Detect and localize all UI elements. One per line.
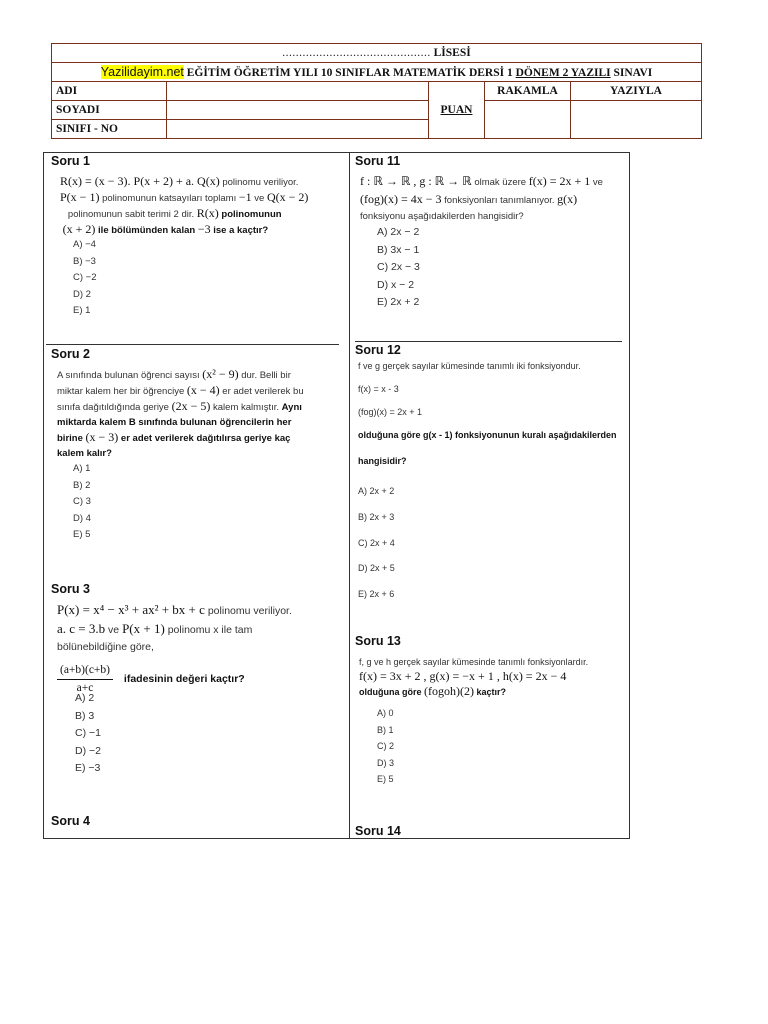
q3-option-e[interactable]: E) −3 — [75, 762, 101, 774]
q1-expr-rx: R(x) — [196, 206, 219, 220]
surname-label: SOYADI — [52, 101, 167, 120]
exam-title-part3: SINAVI — [613, 67, 653, 79]
question-13-title: Soru 13 — [355, 634, 401, 648]
q2-text-c: miktar kalem her bir öğrenciye — [57, 386, 185, 397]
question-2-text — [57, 367, 342, 461]
q2-expr-d: (x − 3) — [85, 430, 119, 444]
q2-text-g: Aynı — [281, 402, 302, 413]
q1-text-d: polinomunun sabit terimi 2 dir. — [67, 209, 195, 220]
q12-option-a[interactable]: A) 2x + 2 — [358, 486, 395, 496]
q1-expr-rem: −3 — [197, 222, 211, 236]
q11-option-d[interactable]: D) x − 2 — [377, 278, 415, 291]
name-field[interactable] — [167, 82, 429, 101]
q3-text-b: ve — [108, 624, 120, 636]
surname-field[interactable] — [167, 101, 429, 120]
q1-text-b: polinomunun katsayıları toplamı — [102, 193, 237, 204]
q12-text-d: olduğuna göre g(x - 1) fonksiyonunun kuralı aşağıdakilerden — [358, 430, 617, 440]
q11-option-a[interactable]: A) 2x − 2 — [377, 226, 420, 238]
q11-expr-g: g(x) — [557, 192, 578, 206]
question-13-text — [359, 655, 637, 699]
q1-text-f: ile bölümünden kalan — [98, 225, 196, 236]
question-12-options — [358, 486, 395, 606]
q3-text-c: polinomu x ile tam — [167, 624, 253, 636]
q3-option-c[interactable]: C) −1 — [75, 727, 101, 739]
q12-text-a: f ve g gerçek sayılar kümesinde tanımlı iki fonksiyondur. — [358, 361, 581, 371]
question-11-title: Soru 11 — [355, 154, 401, 168]
score-digits-field[interactable] — [485, 101, 571, 139]
q13-option-a[interactable]: A) 0 — [377, 708, 394, 718]
q1-expr-div: (x + 2) — [62, 222, 96, 236]
q12-text-b: f(x) = x - 3 — [358, 384, 399, 394]
question-11-options — [377, 226, 420, 314]
q11-expr-fog: (fog)(x) = 4x − 3 — [360, 192, 442, 206]
q1-expr-p: P(x − 1) — [60, 190, 100, 204]
q3-fraction-num: (a+b)(c+b) — [57, 662, 113, 680]
q13-text-a: f, g ve h gerçek sayılar kümesinde tanımlı fonksiyonlardır. — [359, 657, 589, 667]
q13-option-e[interactable]: E) 5 — [377, 774, 394, 784]
words-label: YAZIYLA — [571, 82, 702, 101]
question-1-text — [60, 174, 345, 238]
q2-text-k: kalem kalır? — [57, 448, 112, 459]
q2-text-b: dur. Belli bir — [241, 370, 291, 381]
question-3-text — [57, 601, 342, 697]
question-grid — [43, 152, 630, 839]
q11-text-a: olmak üzere — [474, 177, 527, 188]
q2-option-e[interactable]: E) 5 — [73, 529, 91, 540]
divider-q1-q2 — [46, 344, 339, 345]
q12-text-c: (fog)(x) = 2x + 1 — [358, 407, 423, 417]
q1-option-c[interactable]: C) −2 — [73, 272, 97, 283]
q11-expr-f: f(x) = 2x + 1 — [528, 174, 591, 188]
q11-option-b[interactable]: B) 3x − 1 — [377, 243, 420, 256]
q1-option-e[interactable]: E) 1 — [73, 305, 91, 316]
q12-option-d[interactable]: D) 2x + 5 — [358, 563, 395, 573]
question-2-options — [73, 463, 91, 546]
q1-text-a: polinomu veriliyor. — [222, 177, 299, 188]
name-label: ADI — [52, 82, 167, 101]
question-4-title: Soru 4 — [51, 814, 90, 828]
q11-text-b: ve — [592, 177, 603, 188]
column-divider — [349, 153, 350, 838]
q13-text-b: olduğuna göre — [359, 687, 422, 697]
q13-expr-comp: (fogoh)(2) — [424, 684, 474, 698]
q1-text-c: ve — [254, 193, 265, 204]
q3-text-d: bölünebildiğine göre, — [57, 641, 154, 653]
divider-q11-q12 — [355, 341, 622, 342]
q2-text-h: miktarda kalem B sınıfında bulunan öğrencilerin her — [57, 417, 292, 428]
exam-header — [51, 43, 702, 139]
q12-option-b[interactable]: B) 2x + 3 — [358, 512, 395, 522]
q2-text-f: kalem kalmıştır. — [213, 402, 280, 413]
q13-option-d[interactable]: D) 3 — [377, 757, 395, 768]
q1-option-a[interactable]: A) −4 — [73, 239, 96, 250]
class-field[interactable] — [167, 120, 429, 139]
score-words-field[interactable] — [571, 101, 702, 139]
q2-text-a: A sınıfında bulunan öğrenci sayısı — [57, 370, 200, 381]
question-13-options — [377, 708, 394, 791]
school-row — [52, 44, 702, 63]
brand-link[interactable]: Yazilidayim.net — [100, 65, 184, 79]
q2-text-e: sınıfa dağıtıldığında geriye — [57, 402, 169, 413]
q11-option-c[interactable]: C) 2x − 3 — [377, 261, 420, 273]
q12-option-e[interactable]: E) 2x + 6 — [358, 589, 395, 599]
q3-option-a[interactable]: A) 2 — [75, 692, 95, 704]
exam-title-row — [52, 63, 702, 82]
q2-option-c[interactable]: C) 3 — [73, 496, 91, 507]
q13-option-c[interactable]: C) 2 — [377, 741, 395, 751]
q12-option-c[interactable]: C) 2x + 4 — [358, 538, 395, 548]
exam-title-part2: DÖNEM 2 YAZILI — [515, 67, 611, 79]
q11-text-d: fonksiyonu aşağıdakilerden hangisidir? — [360, 211, 524, 222]
q11-text-c: fonksiyonları tanımlanıyor. — [444, 195, 555, 206]
exam-title-part1: EĞİTİM ÖĞRETİM YILI 10 SINIFLAR MATEMATİK DERSİ 1 — [186, 67, 513, 79]
q1-option-d[interactable]: D) 2 — [73, 288, 91, 300]
q3-expr-cond: a. c = 3.b — [57, 621, 106, 636]
q3-expr-p: P(x) = x⁴ − x³ + ax² + bx + c — [57, 602, 205, 617]
q12-text-e: hangisidir? — [358, 456, 407, 466]
q1-option-b[interactable]: B) −3 — [73, 255, 96, 267]
q2-text-d: er adet verilerek bu — [222, 386, 304, 397]
q2-expr-b: (x − 4) — [186, 383, 220, 397]
question-12-text — [358, 360, 633, 468]
question-3-title: Soru 3 — [51, 582, 90, 596]
question-1-options — [73, 239, 97, 322]
q13-text-c: kaçtır? — [476, 687, 507, 697]
q1-text-g: ise a kaçtır? — [213, 225, 269, 236]
q1-expr-q: Q(x − 2) — [266, 190, 309, 204]
school-name-blank: ............................................ — [282, 47, 431, 59]
class-label: SINIFI - NO — [52, 120, 167, 139]
q2-text-i: birine — [57, 433, 83, 444]
q3-option-b[interactable]: B) 3 — [75, 709, 95, 722]
q2-expr-a: (x² − 9) — [202, 367, 239, 381]
q2-option-b[interactable]: B) 2 — [73, 479, 91, 491]
q3-text-e: ifadesinin değeri kaçtır? — [123, 673, 245, 686]
q1-expr-sum: −1 — [238, 190, 252, 204]
q2-option-d[interactable]: D) 4 — [73, 512, 91, 524]
q3-fraction-den: a+c — [76, 682, 94, 694]
q3-expr-p1: P(x + 1) — [122, 621, 165, 636]
q3-option-d[interactable]: D) −2 — [75, 744, 101, 757]
q11-option-e[interactable]: E) 2x + 2 — [377, 296, 420, 308]
q1-text-e: polinomunun — [221, 209, 282, 220]
question-11-text — [360, 173, 628, 225]
question-1-title: Soru 1 — [51, 154, 90, 168]
score-label: PUAN — [440, 104, 473, 116]
q3-text-a: polinomu veriliyor. — [207, 605, 292, 617]
question-14-title: Soru 14 — [355, 824, 401, 838]
score-label-cell — [429, 82, 485, 139]
question-3-options — [75, 692, 101, 780]
school-label: LİSESİ — [433, 47, 471, 59]
q13-option-b[interactable]: B) 1 — [377, 724, 394, 735]
q11-expr-domain: f : ℝ → ℝ , g : ℝ → ℝ — [360, 174, 472, 188]
q2-expr-c: (2x − 5) — [171, 399, 211, 413]
digits-label: RAKAMLA — [485, 82, 571, 101]
question-2-title: Soru 2 — [51, 347, 90, 361]
q13-expr-funcs: f(x) = 3x + 2 , g(x) = −x + 1 , h(x) = 2x − 4 — [359, 669, 567, 683]
q2-option-a[interactable]: A) 1 — [73, 463, 91, 474]
q2-text-j: er adet verilerek dağıtılırsa geriye kaç — [120, 433, 291, 444]
q1-expr-r: R(x) = (x − 3). P(x + 2) + a. Q(x) — [60, 174, 220, 188]
question-12-title: Soru 12 — [355, 343, 401, 357]
